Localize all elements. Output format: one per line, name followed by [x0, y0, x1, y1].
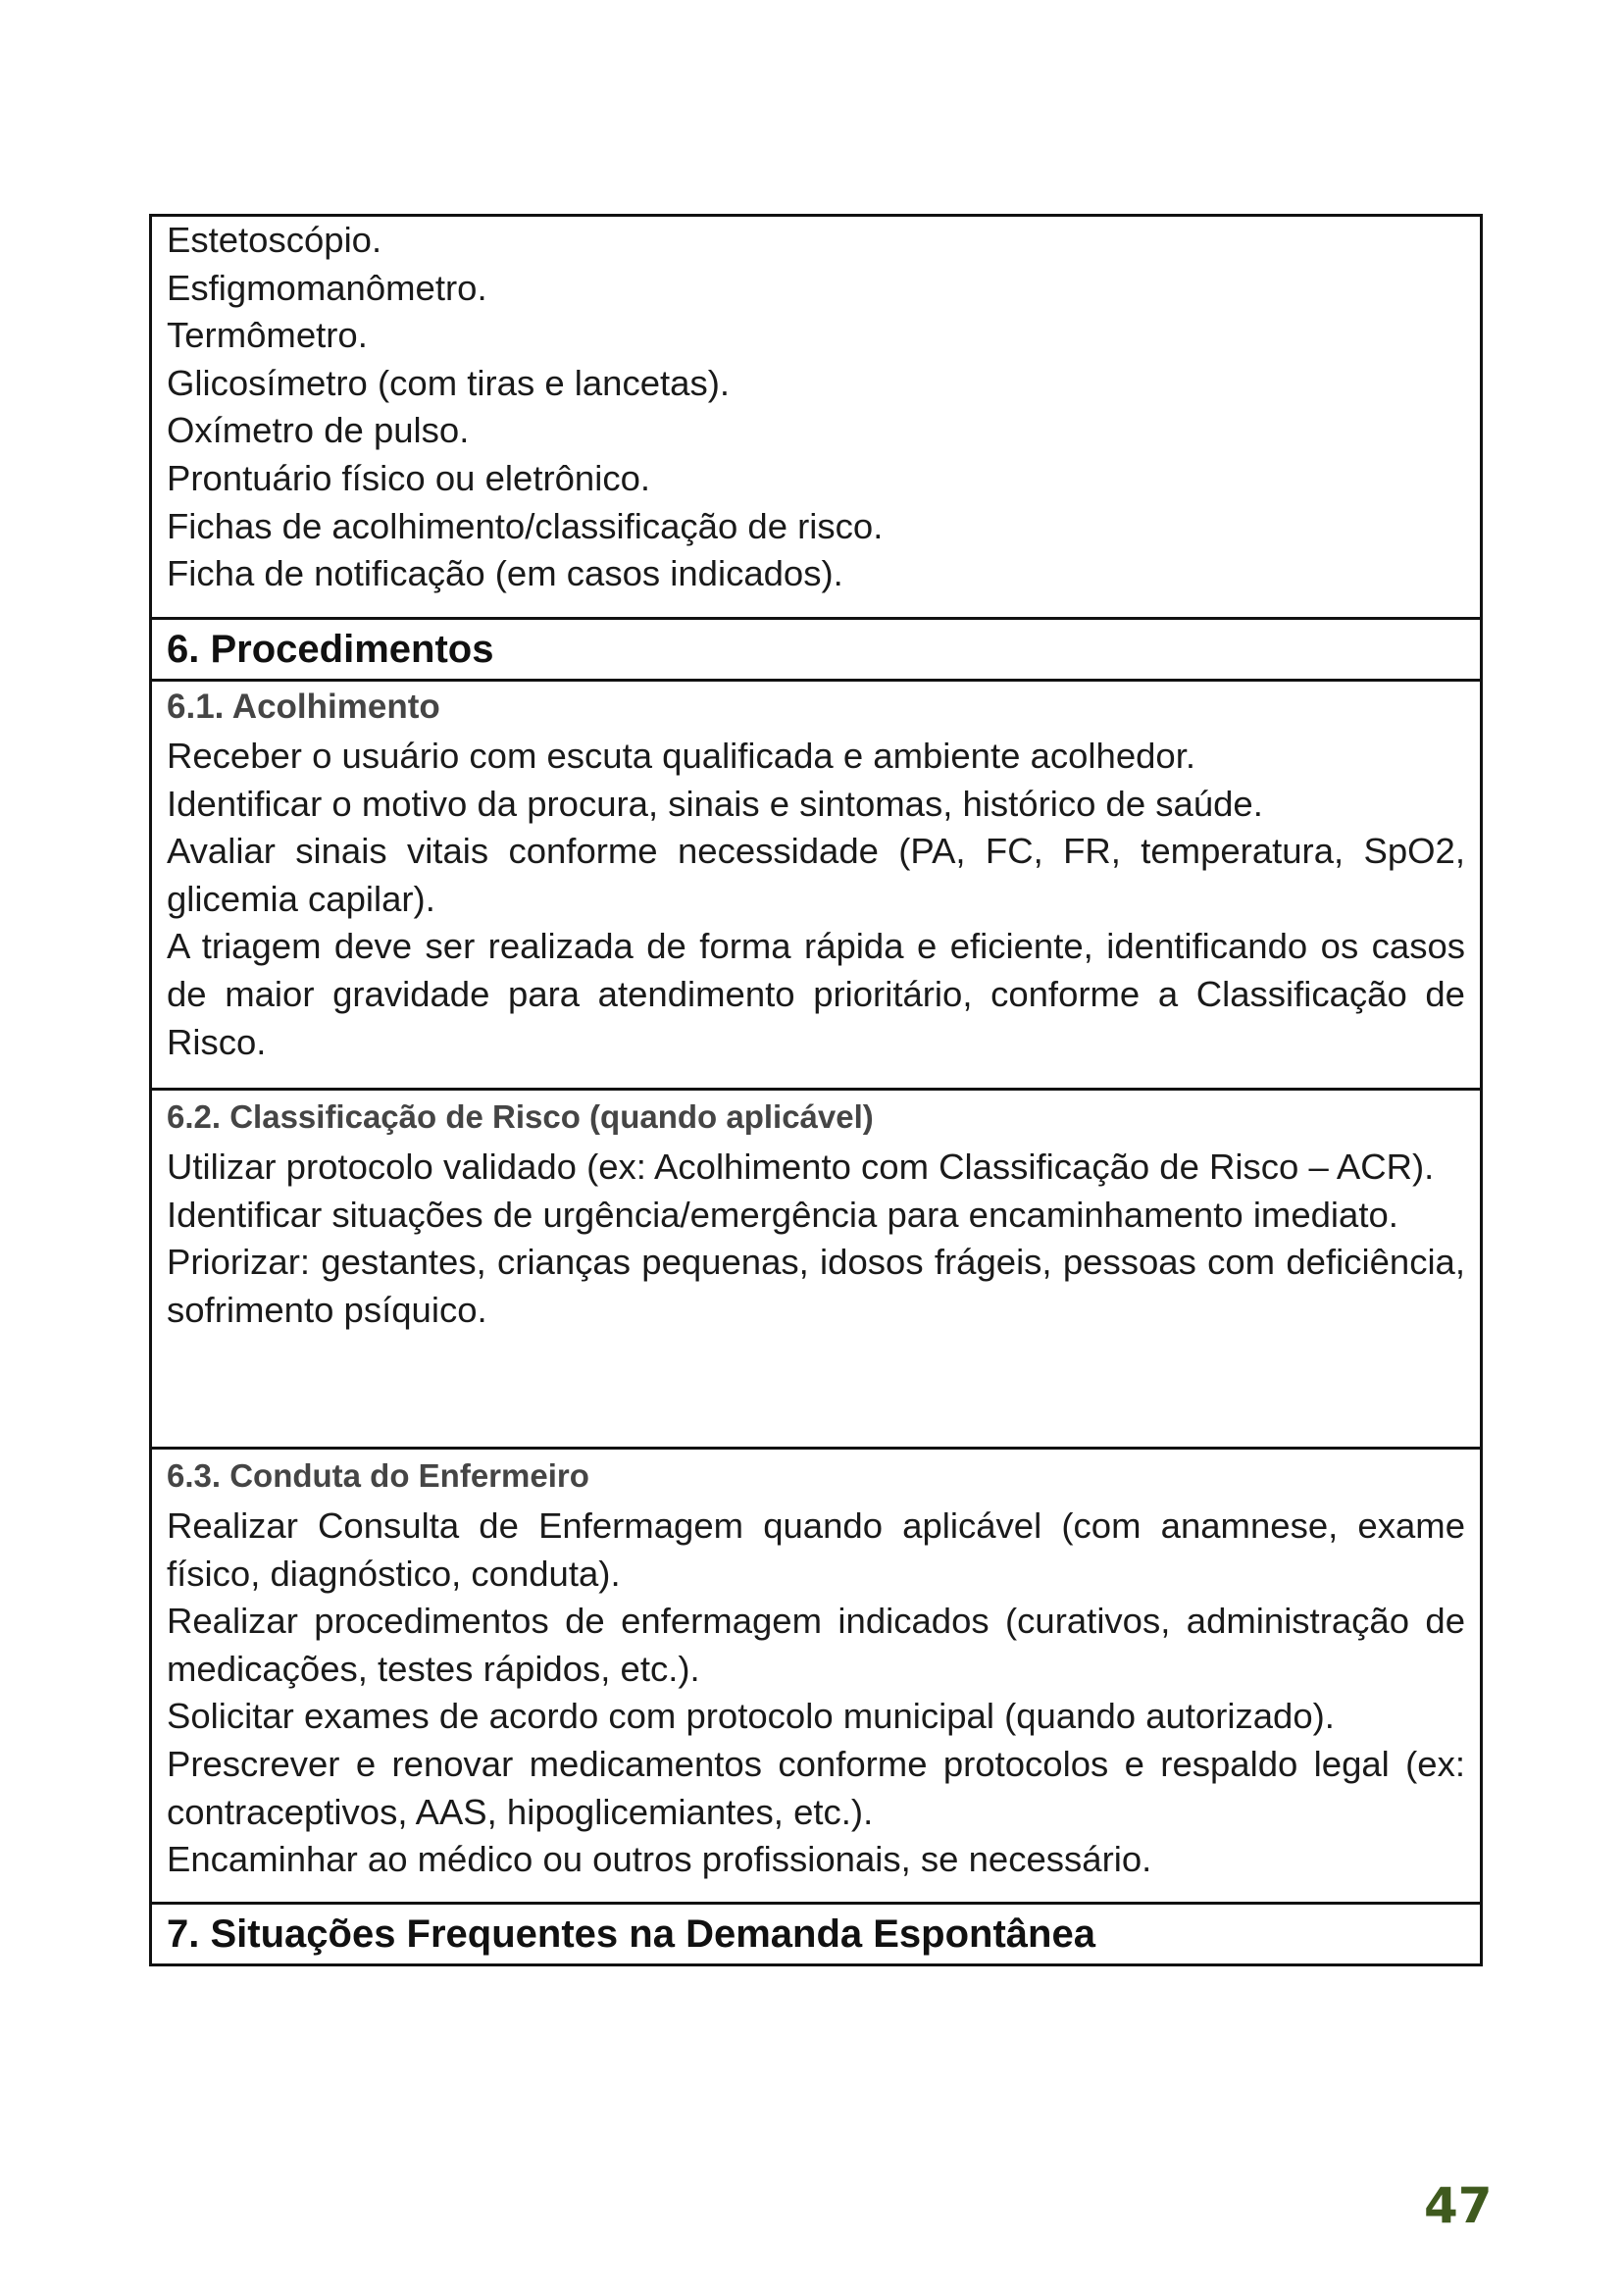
acolhimento-row	[151, 681, 1482, 1090]
conduta-paragraph: Encaminhar ao médico ou outros profissionais, se necessário.	[167, 1839, 1152, 1880]
acolhimento-cell	[151, 681, 1482, 1090]
section7-title: 7. Situações Frequentes na Demanda Espontânea	[167, 1912, 1095, 1956]
equipment-item: Fichas de acolhimento/classificação de risco.	[167, 505, 884, 546]
classificacao-paragraph: Priorizar: gestantes, crianças pequenas, idosos frágeis, pessoas com deficiência, sofrimento psíquico.	[167, 1242, 1465, 1330]
section6-header-cell	[151, 619, 1482, 681]
conduta-title: 6.3. Conduta do Enfermeiro	[167, 1457, 589, 1494]
conduta-paragraph: Solicitar exames de acordo com protocolo municipal (quando autorizado).	[167, 1696, 1335, 1737]
equipment-item: Termômetro.	[167, 315, 368, 356]
conduta-row	[151, 1449, 1482, 1904]
equipment-list	[167, 217, 1465, 598]
equipment-item: Prontuário físico ou eletrônico.	[167, 457, 651, 498]
classificacao-cell	[151, 1090, 1482, 1449]
classificacao-title: 6.2. Classificação de Risco (quando aplicável)	[167, 1098, 874, 1135]
section7-header-row	[151, 1904, 1482, 1965]
equipment-item: Glicosímetro (com tiras e lancetas).	[167, 362, 731, 403]
equipment-item: Oxímetro de pulso.	[167, 410, 470, 451]
equipment-row	[151, 216, 1482, 619]
conduta-paragraph: Realizar procedimentos de enfermagem indicados (curativos, administração de medicações, testes rápidos, etc.).	[167, 1601, 1465, 1689]
conduta-paragraph: Prescrever e renovar medicamentos conforme protocolos e respaldo legal (ex: contraceptivos, AAS, hipoglicemiantes, etc.).	[167, 1743, 1465, 1832]
conduta-cell	[151, 1449, 1482, 1904]
acolhimento-paragraph: A triagem deve ser realizada de forma rápida e eficiente, identificando os casos de maior gravidade para atendimento prioritário, conforme a Classificação de Risco.	[167, 926, 1465, 1062]
classificacao-paragraph: Utilizar protocolo validado (ex: Acolhimento com Classificação de Risco – ACR).	[167, 1147, 1435, 1187]
acolhimento-paragraph: Identificar o motivo da procura, sinais e sintomas, histórico de saúde.	[167, 783, 1263, 824]
section6-header-row	[151, 619, 1482, 681]
equipment-item: Estetoscópio.	[167, 220, 382, 260]
classificacao-paragraph: Identificar situações de urgência/emergência para encaminhamento imediato.	[167, 1194, 1398, 1235]
acolhimento-title: 6.1. Acolhimento	[167, 688, 440, 726]
page-number: 47	[1424, 2177, 1493, 2234]
acolhimento-paragraph: Receber o usuário com escuta qualificada e ambiente acolhedor.	[167, 736, 1196, 776]
section6-title: 6. Procedimentos	[167, 628, 494, 671]
equipment-item: Ficha de notificação (em casos indicados).	[167, 553, 843, 594]
conduta-paragraph: Realizar Consulta de Enfermagem quando aplicável (com anamnese, exame físico, diagnóstico, conduta).	[167, 1505, 1465, 1594]
classificacao-row	[151, 1090, 1482, 1449]
acolhimento-paragraph: Avaliar sinais vitais conforme necessidade (PA, FC, FR, temperatura, SpO2, glicemia capilar).	[167, 831, 1465, 919]
content-table	[149, 214, 1483, 1966]
section7-header-cell	[151, 1904, 1482, 1965]
equipment-cell	[151, 216, 1482, 619]
equipment-item: Esfigmomanômetro.	[167, 267, 487, 308]
